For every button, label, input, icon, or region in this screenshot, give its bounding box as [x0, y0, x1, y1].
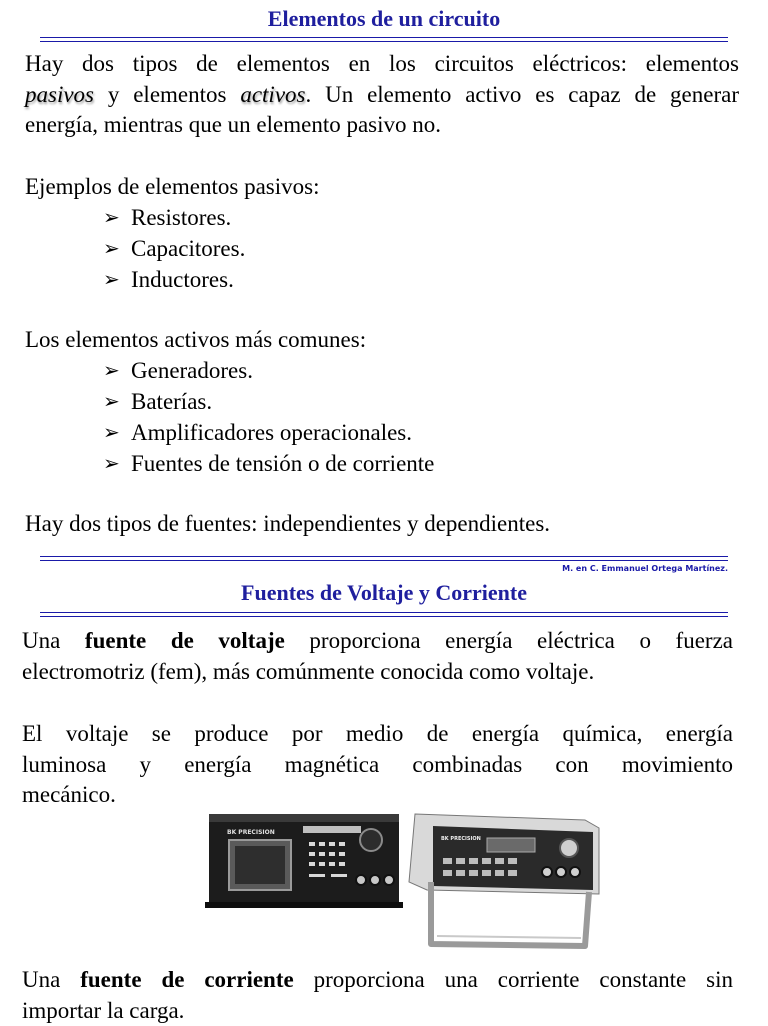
left-brand-label: BK PRECISION	[227, 829, 275, 836]
list-item	[103, 202, 245, 233]
author-credit: M. en C. Emmanuel Ortega Martínez.	[562, 564, 728, 573]
passive-list	[103, 202, 245, 295]
term-pasivos: pasivos	[25, 82, 94, 107]
title-underline-rule	[40, 37, 728, 42]
intro-line-3: energía, mientras que un elemento pasivo no.	[25, 110, 739, 141]
terminal-icons	[356, 875, 394, 885]
voltage-post-text: proporciona energía eléctrica o fuerza	[285, 628, 733, 653]
right-power-supply	[409, 814, 599, 946]
left-power-supply	[205, 814, 403, 908]
active-list	[103, 355, 434, 479]
arrow-bullet-icon: ➢	[103, 386, 131, 417]
section-divider-rule	[40, 556, 728, 561]
arrow-bullet-icon: ➢	[103, 355, 131, 386]
list-item-label: Amplificadores operacionales.	[131, 417, 412, 448]
intro-line-1: Hay dos tipos de elementos en los circuitos eléctricos: elementos	[25, 49, 739, 80]
term-fuente-de-voltaje: fuente de voltaje	[85, 628, 285, 653]
intro-mid-text: y elementos	[94, 82, 240, 107]
active-heading: Los elementos activos más comunes:	[25, 325, 366, 356]
current-source-paragraph	[22, 965, 733, 1026]
current-post-text: proporciona una corriente constante sin	[294, 967, 733, 992]
list-item-label: Fuentes de tensión o de corriente	[131, 448, 434, 479]
list-item-label: Resistores.	[131, 202, 231, 233]
list-item	[103, 264, 245, 295]
list-item-label: Baterías.	[131, 386, 212, 417]
power-supply-photo	[205, 808, 605, 950]
voltage-line-1	[22, 626, 733, 657]
arrow-bullet-icon: ➢	[103, 448, 131, 479]
passive-heading: Ejemplos de elementos pasivos:	[25, 172, 319, 203]
current-line-2: importar la carga.	[22, 996, 733, 1026]
section-title-elementos: Elementos de un circuito	[0, 6, 768, 32]
voltage-production-paragraph	[22, 719, 733, 811]
arrow-bullet-icon: ➢	[103, 202, 131, 233]
knob-icon	[560, 839, 578, 857]
list-item	[103, 233, 245, 264]
closing-paragraph: Hay dos tipos de fuentes: independientes y dependientes.	[25, 509, 550, 540]
list-item-label: Capacitores.	[131, 233, 245, 264]
voltage-source-paragraph	[22, 626, 733, 687]
arrow-bullet-icon: ➢	[103, 233, 131, 264]
list-item	[103, 386, 434, 417]
list-item	[103, 448, 434, 479]
title-underline-rule	[40, 612, 728, 617]
production-line-2: luminosa y energía magnética combinadas con movimiento	[22, 750, 733, 781]
production-line-3: mecánico.	[22, 780, 733, 811]
intro-line-2	[25, 80, 739, 111]
list-item	[103, 355, 434, 386]
current-pre-text: Una	[22, 967, 80, 992]
current-line-1	[22, 965, 733, 996]
voltage-line-2: electromotriz (fem), más comúnmente conocida como voltaje.	[22, 657, 733, 688]
terminal-icons	[542, 867, 580, 877]
arrow-bullet-icon: ➢	[103, 264, 131, 295]
list-item-label: Inductores.	[131, 264, 234, 295]
production-line-1: El voltaje se produce por medio de energía química, energía	[22, 719, 733, 750]
term-activos: activos	[240, 82, 305, 107]
intro-rest-text: . Un elemento activo es capaz de generar	[305, 82, 739, 107]
arrow-bullet-icon: ➢	[103, 417, 131, 448]
voltage-pre-text: Una	[22, 628, 85, 653]
display-icon	[487, 838, 535, 852]
intro-paragraph	[25, 49, 739, 141]
right-brand-label: BK PRECISION	[441, 836, 481, 842]
section-title-fuentes: Fuentes de Voltaje y Corriente	[0, 580, 768, 606]
knob-icon	[360, 829, 382, 851]
term-fuente-de-corriente: fuente de corriente	[80, 967, 294, 992]
list-item	[103, 417, 434, 448]
list-item-label: Generadores.	[131, 355, 253, 386]
